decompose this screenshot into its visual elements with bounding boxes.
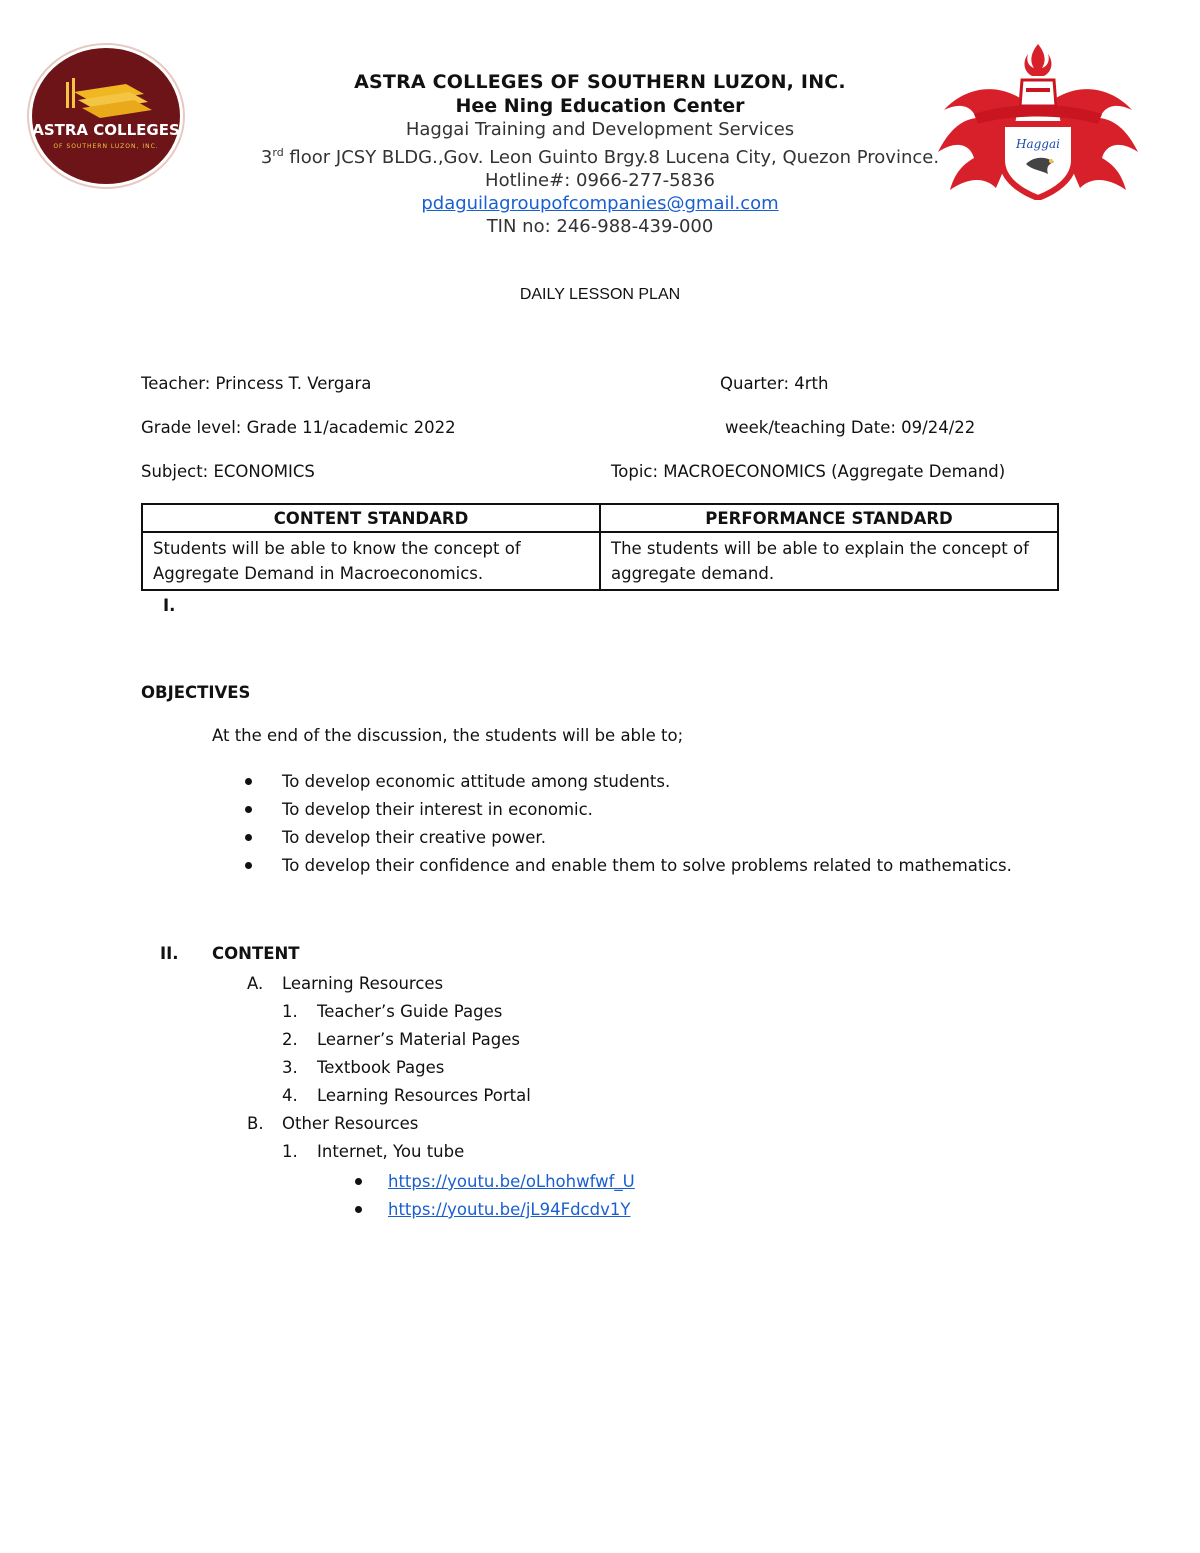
- youtube-link-1[interactable]: https://youtu.be/oLhohwfwf_U: [388, 1172, 635, 1191]
- svg-text:Haggai: Haggai: [1016, 137, 1060, 151]
- learning-resources-item: A. Learning Resources: [247, 974, 444, 993]
- performance-standard-cell: The students will be able to explain the concept of aggregate demand.: [600, 532, 1058, 590]
- tin-number: TIN no: 246-988-439-000: [486, 216, 714, 237]
- other-resources-item: B. Other Resources: [247, 1114, 419, 1133]
- letterhead: [190, 70, 1010, 238]
- bullet-icon: [245, 806, 252, 813]
- content-standard-cell: Students will be able to know the concept of Aggregate Demand in Macroeconomics.: [142, 532, 600, 590]
- list-item: 1. Teacher’s Guide Pages: [282, 1002, 503, 1021]
- week-field: week/teaching Date: 09/24/22: [725, 418, 976, 437]
- bullet-icon: [245, 862, 252, 869]
- services-name: Haggai Training and Development Services: [405, 119, 795, 140]
- quarter-field: Quarter: 4rth: [720, 374, 829, 393]
- institution-name: ASTRA COLLEGES OF SOUTHERN LUZON, INC.: [354, 71, 846, 93]
- document-title: DAILY LESSON PLAN: [519, 286, 681, 303]
- bullet-icon: [355, 1206, 362, 1213]
- content-standard-header: CONTENT STANDARD: [142, 504, 600, 532]
- objectives-heading: OBJECTIVES: [141, 683, 251, 702]
- list-item: 4. Learning Resources Portal: [282, 1086, 531, 1105]
- svg-text:OF SOUTHERN LUZON, INC.: OF SOUTHERN LUZON, INC.: [53, 143, 159, 150]
- list-item: To develop their creative power.: [242, 826, 1012, 854]
- performance-standard-header: PERFORMANCE STANDARD: [600, 504, 1058, 532]
- email-link[interactable]: pdaguilagroupofcompanies@gmail.com: [421, 193, 779, 214]
- teacher-field: Teacher: Princess T. Vergara: [141, 374, 372, 393]
- standards-table: [141, 503, 1059, 591]
- hotline: Hotline#: 0966-277-5836: [485, 170, 715, 191]
- bullet-icon: [245, 778, 252, 785]
- list-item: To develop economic attitude among students.: [242, 770, 1012, 798]
- address: 3rd floor JCSY BLDG.,Gov. Leon Guinto Brgy.8 Lucena City, Quezon Province.: [260, 146, 940, 168]
- center-name: Hee Ning Education Center: [455, 95, 745, 117]
- objectives-intro: At the end of the discussion, the students will be able to;: [212, 726, 684, 745]
- objectives-list: [242, 770, 1012, 882]
- youtube-link-2[interactable]: https://youtu.be/jL94Fdcdv1Y: [388, 1200, 631, 1219]
- content-heading: II. CONTENT: [160, 944, 300, 963]
- astra-colleges-logo: [26, 42, 186, 190]
- list-item: To develop their interest in economic.: [242, 798, 1012, 826]
- list-item: 1. Internet, You tube: [282, 1142, 465, 1161]
- topic-field: Topic: MACROECONOMICS (Aggregate Demand): [611, 462, 1006, 481]
- grade-field: Grade level: Grade 11/academic 2022: [141, 418, 456, 437]
- section-numeral-1: I.: [163, 596, 176, 615]
- list-item: 2. Learner’s Material Pages: [282, 1030, 520, 1049]
- list-item: To develop their confidence and enable them to solve problems related to mathematics.: [242, 854, 1012, 882]
- bullet-icon: [245, 834, 252, 841]
- list-item: 3. Textbook Pages: [282, 1058, 445, 1077]
- bullet-icon: [355, 1178, 362, 1185]
- subject-field: Subject: ECONOMICS: [141, 462, 315, 481]
- svg-text:ASTRA COLLEGES: ASTRA COLLEGES: [32, 121, 180, 139]
